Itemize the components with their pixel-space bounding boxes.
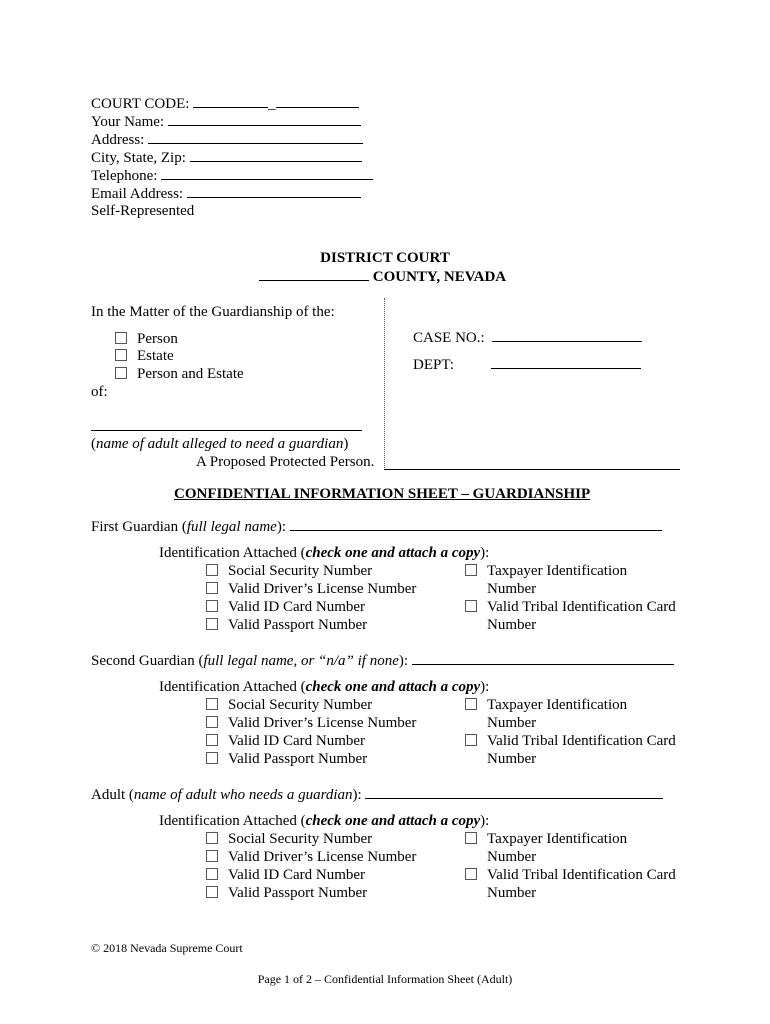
option-label: Social Security Number [228,563,373,579]
telephone-label: Telephone: [91,168,162,184]
option-label: Valid ID Card Number [228,599,366,615]
checkbox[interactable] [206,698,218,710]
hint-open-paren: ( [91,436,96,452]
id-attached-bold: check one and attach a copy [305,679,481,695]
s3-tribal-id[interactable] [465,866,676,884]
s3-taxpayer-id-line2: Number [487,849,537,865]
adult-hint: name of adult who needs a guardian [133,787,353,803]
dept-line[interactable] [491,355,641,369]
adult-label: Adult ( [91,787,134,803]
case-number-field [413,328,642,347]
s3-drivers-license[interactable] [206,848,416,866]
address-line[interactable] [148,130,363,144]
first-guardian-label: First Guardian ( [91,519,187,535]
id-attached-bold: check one and attach a copy [305,813,481,829]
s1-tribal-id[interactable] [465,598,676,616]
second-guardian-label-end: ): [398,653,409,669]
s2-passport[interactable] [206,750,367,768]
city-state-zip-line[interactable] [190,148,362,162]
s2-ssn[interactable] [206,696,372,714]
id-attached-lead: Identification Attached ( [159,813,306,829]
estate-label: Estate [137,348,174,364]
adult-name-line[interactable] [91,430,362,431]
email-line[interactable] [187,184,361,198]
s1-tribal-id-line2: Number [487,617,537,633]
option-person-and-estate[interactable] [115,365,244,383]
county-line-row [259,267,506,286]
s2-tribal-id[interactable] [465,732,676,750]
adult-line[interactable] [365,785,663,799]
telephone-line[interactable] [161,166,373,180]
id-attached-2 [159,678,489,696]
option-label: Valid Driver’s License Number [228,715,417,731]
checkbox[interactable] [206,832,218,844]
email-field [91,184,361,203]
checkbox[interactable] [465,698,477,710]
checkbox[interactable] [206,582,218,594]
adult-field [91,785,663,804]
second-guardian-hint: full legal name, or “n/a” if none [203,653,399,669]
option-label: Valid Tribal Identification Card [487,599,676,615]
option-label: Taxpayer Identification [487,563,628,579]
checkbox[interactable] [465,734,477,746]
first-guardian-hint: full legal name [186,519,277,535]
adult-label-end: ): [352,787,362,803]
your-name-label: Your Name: [91,114,168,130]
second-guardian-line[interactable] [412,651,674,665]
option-label: Social Security Number [228,831,373,847]
checkbox[interactable] [465,600,477,612]
case-number-label: CASE NO.: [413,330,485,346]
option-label: Valid Passport Number [228,885,368,901]
self-represented-text: Self-Represented [91,203,195,219]
caption-bottom-rule [384,469,680,470]
option-label: Valid Tribal Identification Card [487,733,676,749]
person-and-estate-label: Person and Estate [137,366,244,382]
option-label: Taxpayer Identification [487,697,628,713]
option-label: Taxpayer Identification [487,831,628,847]
option-label: Valid Passport Number [228,751,368,767]
option-label: Valid Tribal Identification Card [487,867,676,883]
first-guardian-line[interactable] [290,517,662,531]
s3-id-card[interactable] [206,866,365,884]
county-label: COUNTY, NEVADA [372,269,507,285]
checkbox[interactable] [206,716,218,728]
court-code-line-2[interactable] [276,94,359,108]
checkbox[interactable] [206,868,218,880]
s1-taxpayer-id-line2: Number [487,581,537,597]
second-guardian-field [91,651,674,670]
option-label: Valid ID Card Number [228,867,366,883]
checkbox[interactable] [465,832,477,844]
your-name-line[interactable] [168,112,361,126]
s3-tribal-id-line2: Number [487,885,537,901]
option-label: Valid Passport Number [228,617,368,633]
your-name-field [91,112,361,131]
court-code-line-1[interactable] [193,94,268,108]
city-state-zip-field [91,148,362,167]
address-label: Address: [91,132,149,148]
first-guardian-label-end: ): [276,519,286,535]
person-and-estate-checkbox[interactable] [115,367,127,379]
second-guardian-label: Second Guardian ( [91,653,204,669]
person-checkbox[interactable] [115,332,127,344]
option-label: Valid Driver’s License Number [228,849,417,865]
s2-drivers-license[interactable] [206,714,416,732]
city-state-zip-label: City, State, Zip: [91,150,190,166]
person-label: Person [137,331,178,347]
proposed-person-text: A Proposed Protected Person. [196,454,375,470]
checkbox[interactable] [206,850,218,862]
matter-text: In the Matter of the Guardianship of the: [91,304,335,320]
id-attached-lead: Identification Attached ( [159,679,306,695]
s3-taxpayer-id[interactable] [465,830,627,848]
s2-taxpayer-id[interactable] [465,696,627,714]
id-attached-1 [159,544,489,562]
checkbox[interactable] [206,600,218,612]
id-attached-lead: Identification Attached ( [159,545,306,561]
court-code-label: COURT CODE: [91,96,194,112]
id-attached-end: ): [480,813,490,829]
option-estate[interactable] [115,347,174,365]
checkbox[interactable] [465,564,477,576]
copyright-text: © 2018 Nevada Supreme Court [91,941,243,955]
s1-taxpayer-id[interactable] [465,562,627,580]
s3-passport[interactable] [206,884,367,902]
page-footer: Page 1 of 2 – Confidential Information Sheet (Adult) [257,972,513,986]
id-attached-end: ): [480,679,490,695]
checkbox[interactable] [465,868,477,880]
option-person[interactable] [115,330,178,348]
s1-passport[interactable] [206,616,367,634]
s2-tribal-id-line2: Number [487,751,537,767]
court-title: DISTRICT COURT [320,250,450,266]
telephone-field [91,166,373,185]
option-label: Valid ID Card Number [228,733,366,749]
checkbox[interactable] [206,886,218,898]
form-title: CONFIDENTIAL INFORMATION SHEET – GUARDIANSHIP [174,486,591,502]
court-code-field: COURT CODE: _ [91,94,359,113]
checkbox[interactable] [206,752,218,764]
id-attached-end: ): [480,545,490,561]
estate-checkbox[interactable] [115,349,127,361]
option-label: Social Security Number [228,697,373,713]
address-field [91,130,363,149]
hint-text: name of adult alleged to need a guardian [96,436,344,452]
hint-close-paren: ) [343,436,349,452]
s1-id-card[interactable] [206,598,365,616]
s2-taxpayer-id-line2: Number [487,715,537,731]
caption-divider [384,298,385,470]
dept-label: DEPT: [413,357,454,373]
case-number-line[interactable] [492,328,642,342]
email-label: Email Address: [91,186,187,202]
first-guardian-field [91,517,662,536]
checkbox[interactable] [206,618,218,630]
of-text: of: [91,384,108,400]
checkbox[interactable] [206,734,218,746]
s1-drivers-license[interactable] [206,580,416,598]
id-attached-3 [159,812,489,830]
id-attached-bold: check one and attach a copy [305,545,481,561]
s3-ssn[interactable] [206,830,372,848]
s2-id-card[interactable] [206,732,365,750]
county-name-line[interactable] [259,267,369,281]
option-label: Valid Driver’s License Number [228,581,417,597]
dept-field [413,355,641,374]
adult-name-hint [91,435,348,453]
s1-ssn[interactable] [206,562,372,580]
checkbox[interactable] [206,564,218,576]
